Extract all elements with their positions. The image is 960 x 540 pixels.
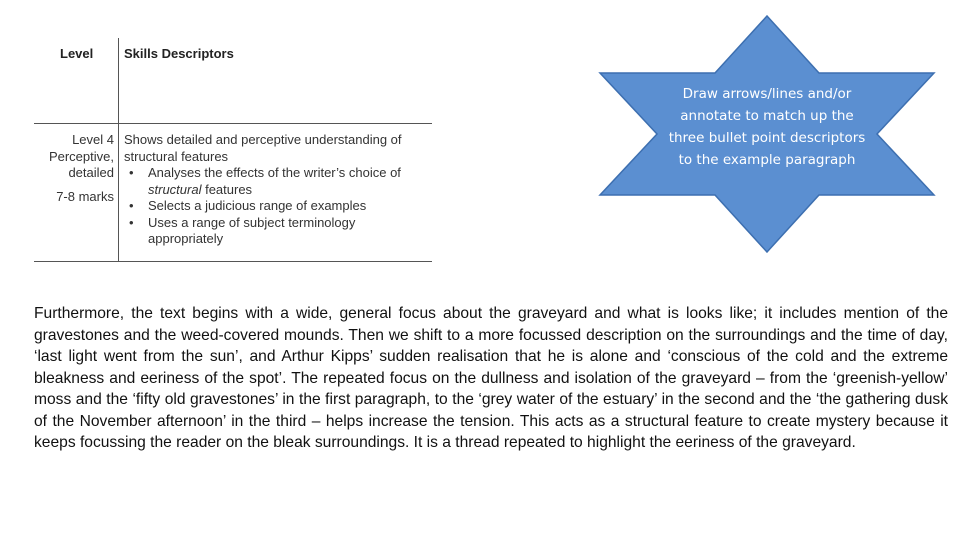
descriptor-bullets [124, 165, 429, 248]
descriptor-intro: Shows detailed and perceptive understanding of structural features [124, 132, 402, 164]
column-header-skills: Skills Descriptors [124, 46, 234, 61]
level-label-2: detailed [68, 165, 114, 180]
table-column-divider [118, 38, 119, 262]
level-name: Level 4 [72, 132, 114, 147]
table-row-divider [34, 123, 432, 124]
descriptor-bullet-2: • Selects a judicious range of examples [124, 198, 429, 215]
descriptor-cell [124, 132, 429, 248]
skills-descriptor-table [34, 38, 432, 262]
column-header-level: Level [60, 46, 94, 61]
level-cell [34, 132, 114, 205]
level-label-1: Perceptive, [48, 148, 114, 164]
level-marks: 7-8 marks [56, 188, 114, 204]
descriptor-bullet-3: • Uses a range of subject terminology appropriately [124, 215, 429, 248]
descriptor-bullet-1: • Analyses the effects of the writer’s choice of structural features [124, 165, 429, 198]
example-paragraph: Furthermore, the text begins with a wide, general focus about the graveyard and what is looks like; it includes mention of the gravestones and the weed-covered mounds. Then we shift to a more focussed description on the surroundings and the time of day, ‘last light went from the sun’, and Arthur Kipps’ sudden realisation that he is alone and ‘conscious of the cold and the extreme bleakness and eeriness of the spot’. The repeated focus on the dullness and isolation of the graveyard – from the ‘greenish-yellow’ moss and the ‘fifty old gravestones’ in the first paragraph, to the ‘grey water of the estuary’ in the second and the ‘the gathering dusk of the November afternoon’ in the third – helps increase the tension. This acts as a structural feature to create mystery because it keeps focussing the reader on the bleak surroundings. It is a thread repeated to highlight the eeriness of the graveyard. [34, 305, 948, 451]
table-bottom-border [34, 261, 432, 262]
instruction-text: Draw arrows/lines and/or annotate to match up the three bullet point descriptors to the example paragraph [668, 86, 866, 168]
instruction-star-callout [598, 15, 936, 253]
